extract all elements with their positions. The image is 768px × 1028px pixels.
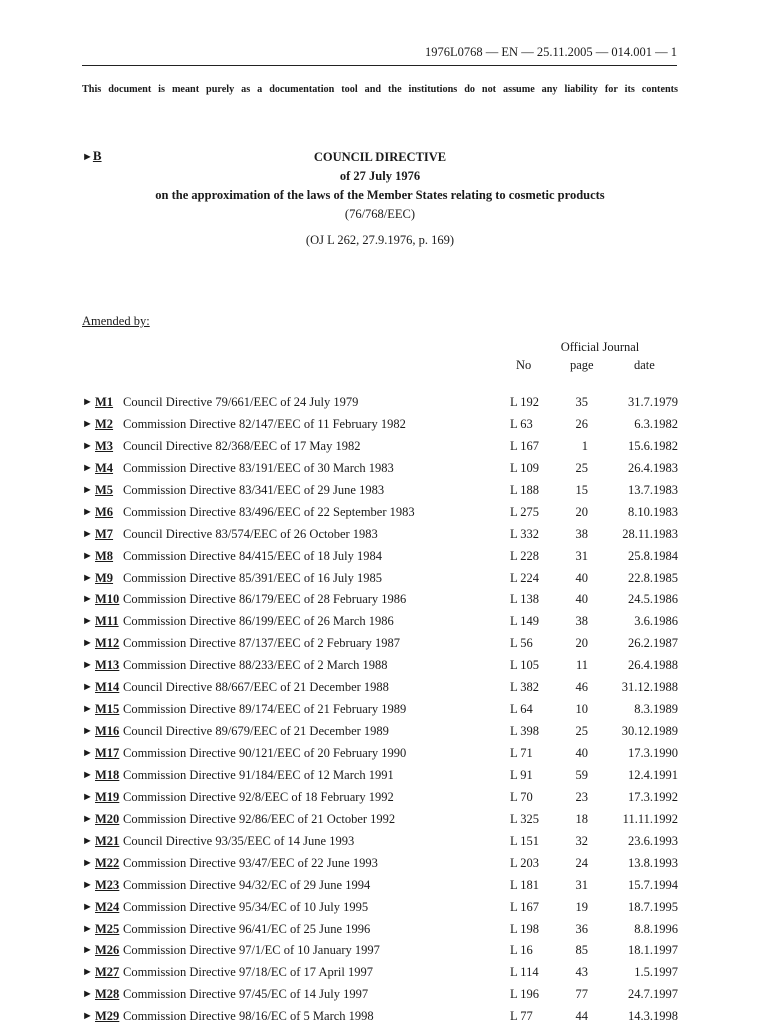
oj-number: L 151 xyxy=(510,833,540,848)
amendment-title: Commission Directive 87/137/EEC of 2 February 1987 xyxy=(123,636,401,651)
oj-page: 10 xyxy=(575,702,588,717)
table-row xyxy=(82,677,678,699)
arrow-right-icon: ► xyxy=(82,900,93,913)
table-row xyxy=(82,743,678,765)
oj-number: L 77 xyxy=(510,1009,533,1024)
oj-date: 12.4.1991 xyxy=(628,767,678,782)
arrow-right-icon: ► xyxy=(82,768,93,781)
document-subject: on the approximation of the laws of the Member States relating to cosmetic products xyxy=(155,188,605,202)
oj-page: 35 xyxy=(575,395,588,409)
arrow-right-icon: ► xyxy=(82,856,93,869)
oj-date: 18.7.1995 xyxy=(628,899,678,914)
oj-page: 77 xyxy=(575,987,588,1002)
oj-number: L 63 xyxy=(510,416,533,431)
amendment-marker-link[interactable]: M17 xyxy=(95,746,120,760)
amendment-marker-link[interactable]: M10 xyxy=(95,592,120,607)
oj-date: 17.3.1992 xyxy=(628,789,678,804)
arrow-right-icon: ► xyxy=(82,483,93,496)
table-row xyxy=(82,962,678,984)
oj-number: L 114 xyxy=(510,965,539,980)
oj-date: 13.8.1993 xyxy=(628,855,678,870)
arrow-right-icon: ► xyxy=(82,527,93,540)
oj-page: 59 xyxy=(575,767,588,782)
amendment-title: Commission Directive 97/18/EC of 17 April 1997 xyxy=(123,965,373,980)
oj-page: 18 xyxy=(575,811,588,826)
amendment-marker-link[interactable]: M7 xyxy=(95,526,114,541)
oj-page: 40 xyxy=(575,570,588,585)
oj-page: 38 xyxy=(575,614,588,629)
table-row xyxy=(82,897,678,919)
oj-page: 31 xyxy=(575,877,588,892)
arrow-right-icon: ► xyxy=(82,681,93,694)
amendment-title: Council Directive 83/574/EEC of 26 October 1983 xyxy=(123,526,378,541)
oj-date: 8.3.1989 xyxy=(634,702,678,717)
amendment-title: Commission Directive 91/184/EEC of 12 March 1991 xyxy=(123,767,394,782)
oj-date: 25.8.1984 xyxy=(628,548,678,563)
oj-page: 11 xyxy=(575,658,588,673)
oj-number: L 228 xyxy=(510,548,540,563)
oj-number: L 224 xyxy=(510,570,540,585)
oj-page: 36 xyxy=(575,921,588,936)
table-row xyxy=(82,633,678,655)
amendment-title: Commission Directive 84/415/EEC of 18 July 1984 xyxy=(123,548,383,563)
oj-number: L 70 xyxy=(510,789,533,804)
oj-date: 31.12.1988 xyxy=(621,680,678,695)
oj-date: 8.10.1983 xyxy=(628,504,678,519)
oj-date: 24.5.1986 xyxy=(628,592,678,607)
amendment-marker-link[interactable]: M5 xyxy=(95,482,114,497)
oj-date: 17.3.1990 xyxy=(628,746,678,760)
amendment-title: Commission Directive 98/16/EC of 5 March 1998 xyxy=(123,1009,374,1024)
oj-date: 14.3.1998 xyxy=(628,1009,678,1024)
official-journal-title: Official Journal xyxy=(560,340,640,354)
arrow-right-icon: ► xyxy=(82,966,93,979)
oj-page: 32 xyxy=(575,833,588,848)
column-header-date: date xyxy=(634,358,655,372)
oj-number: L 167 xyxy=(510,438,540,453)
arrow-right-icon: ► xyxy=(82,944,93,957)
oj-number: L 325 xyxy=(510,811,540,826)
oj-page: 26 xyxy=(575,416,588,431)
arrow-right-icon: ► xyxy=(82,725,93,738)
oj-page: 43 xyxy=(575,965,588,980)
amendment-marker-link[interactable]: M9 xyxy=(95,570,114,585)
table-row xyxy=(82,699,678,721)
table-row xyxy=(82,655,678,677)
oj-number: L 138 xyxy=(510,592,540,607)
amendment-marker-link[interactable]: M4 xyxy=(95,460,114,475)
oj-number: L 398 xyxy=(510,724,540,739)
amendment-title: Council Directive 79/661/EEC of 24 July 1979 xyxy=(123,395,359,409)
oj-date: 15.6.1982 xyxy=(628,438,678,453)
amendment-title: Commission Directive 92/8/EEC of 18 February 1992 xyxy=(123,789,394,804)
oj-date: 13.7.1983 xyxy=(628,482,678,497)
table-row xyxy=(82,853,678,875)
table-row xyxy=(82,1006,678,1028)
arrow-right-icon: ► xyxy=(82,461,93,474)
oj-number: L 188 xyxy=(510,482,540,497)
arrow-right-icon: ► xyxy=(82,922,93,935)
oj-date: 26.2.1987 xyxy=(628,636,678,651)
amendment-title: Commission Directive 90/121/EEC of 20 February 1990 xyxy=(123,746,407,760)
table-row xyxy=(82,480,678,502)
oj-number: L 275 xyxy=(510,504,540,519)
amendment-title: Commission Directive 83/341/EEC of 29 June 1983 xyxy=(123,482,385,497)
oj-date: 6.3.1982 xyxy=(634,416,678,431)
arrow-right-icon: ► xyxy=(82,659,93,672)
oj-page: 46 xyxy=(575,680,588,695)
table-row xyxy=(82,940,678,962)
oj-number: L 167 xyxy=(510,899,540,914)
amendment-title: Council Directive 89/679/EEC of 21 December 1989 xyxy=(123,724,389,739)
table-row xyxy=(82,984,678,1006)
table-row xyxy=(82,809,678,831)
table-row xyxy=(82,414,678,436)
disclaimer: This document is meant purely as a documentation tool and the institutions do not assume any liability for its contents xyxy=(82,84,678,95)
column-header-page: page xyxy=(570,358,594,372)
oj-number: L 149 xyxy=(510,614,540,629)
amendment-marker-link[interactable]: M23 xyxy=(95,877,120,892)
oj-number: L 181 xyxy=(510,877,540,892)
table-row xyxy=(82,875,678,897)
amendment-title: Commission Directive 88/233/EEC of 2 March 1988 xyxy=(123,658,388,673)
table-row xyxy=(82,589,678,611)
arrow-right-icon: ► xyxy=(82,151,93,163)
oj-number: L 16 xyxy=(510,943,533,958)
amendment-marker-link[interactable]: M26 xyxy=(95,943,120,958)
amendment-title: Commission Directive 93/47/EEC of 22 June 1993 xyxy=(123,855,378,870)
table-row xyxy=(82,436,678,458)
amendment-marker-link[interactable]: M13 xyxy=(95,658,120,673)
oj-page: 24 xyxy=(575,855,588,870)
table-row xyxy=(82,392,678,414)
arrow-right-icon: ► xyxy=(82,878,93,891)
amendment-title: Commission Directive 92/86/EEC of 21 October 1992 xyxy=(123,811,396,826)
oj-page: 44 xyxy=(575,1009,588,1024)
arrow-right-icon: ► xyxy=(82,615,93,628)
amendment-marker-link[interactable]: M24 xyxy=(95,899,120,914)
amendment-title: Commission Directive 86/179/EEC of 28 February 1986 xyxy=(123,592,407,607)
amendment-title: Commission Directive 86/199/EEC of 26 March 1986 xyxy=(123,614,394,629)
table-row xyxy=(82,546,678,568)
amendment-marker-link[interactable]: M22 xyxy=(95,855,120,870)
oj-number: L 105 xyxy=(510,658,540,673)
arrow-right-icon: ► xyxy=(82,790,93,803)
oj-date: 24.7.1997 xyxy=(628,987,678,1002)
table-row xyxy=(82,721,678,743)
arrow-right-icon: ► xyxy=(82,505,93,518)
amendment-title: Commission Directive 85/391/EEC of 16 July 1985 xyxy=(123,570,383,585)
oj-date: 11.11.1992 xyxy=(622,811,678,826)
oj-number: L 382 xyxy=(510,680,540,695)
document-date: of 27 July 1976 xyxy=(339,169,421,183)
oj-page: 23 xyxy=(575,789,588,804)
amendment-title: Commission Directive 97/45/EC of 14 July 1997 xyxy=(123,987,369,1002)
oj-date: 28.11.1983 xyxy=(622,526,678,541)
amendment-title: Commission Directive 89/174/EEC of 21 February 1989 xyxy=(123,702,407,717)
table-row xyxy=(82,765,678,787)
amendment-marker-link[interactable]: M27 xyxy=(95,965,120,980)
amendments-table xyxy=(82,392,678,1028)
document-reference: 1976L0768 — EN — 25.11.2005 — 014.001 — 1 xyxy=(82,45,677,66)
arrow-right-icon: ► xyxy=(82,812,93,825)
oj-number: L 91 xyxy=(510,767,533,782)
amendment-marker-link[interactable]: M12 xyxy=(95,636,120,651)
amendment-marker-link[interactable]: M3 xyxy=(95,438,114,453)
amendment-title: Commission Directive 94/32/EC of 29 June 1994 xyxy=(123,877,371,892)
amendment-marker-link[interactable]: M16 xyxy=(95,724,120,739)
table-row xyxy=(82,611,678,633)
oj-reference: (OJ L 262, 27.9.1976, p. 169) xyxy=(305,233,455,247)
oj-page: 19 xyxy=(575,899,588,914)
oj-date: 22.8.1985 xyxy=(628,570,678,585)
oj-date: 30.12.1989 xyxy=(621,724,678,739)
amendment-marker-link[interactable]: M21 xyxy=(95,833,120,848)
amendment-marker-link[interactable]: M18 xyxy=(95,767,120,782)
oj-page: 20 xyxy=(575,636,588,651)
amendment-title: Council Directive 82/368/EEC of 17 May 1982 xyxy=(123,438,361,453)
table-row xyxy=(82,458,678,480)
oj-date: 23.6.1993 xyxy=(628,833,678,848)
oj-number: L 203 xyxy=(510,855,540,870)
amendment-title: Commission Directive 83/496/EEC of 22 September 1983 xyxy=(123,504,415,519)
arrow-right-icon: ► xyxy=(82,439,93,452)
basic-act-label: B xyxy=(92,148,102,163)
oj-number: L 332 xyxy=(510,526,540,541)
arrow-right-icon: ► xyxy=(82,637,93,650)
amendment-title: Commission Directive 83/191/EEC of 30 March 1983 xyxy=(123,460,394,475)
oj-date: 8.8.1996 xyxy=(634,921,678,936)
arrow-right-icon: ► xyxy=(82,417,93,430)
amendment-title: Council Directive 88/667/EEC of 21 December 1988 xyxy=(123,680,389,695)
table-row xyxy=(82,919,678,941)
amendment-marker-link[interactable]: M28 xyxy=(95,987,120,1002)
arrow-right-icon: ► xyxy=(82,747,93,759)
table-row xyxy=(82,502,678,524)
amendment-title: Commission Directive 95/34/EC of 10 July 1995 xyxy=(123,899,369,914)
oj-page: 40 xyxy=(575,592,588,607)
oj-date: 15.7.1994 xyxy=(628,877,678,892)
oj-date: 3.6.1986 xyxy=(634,614,678,629)
arrow-right-icon: ► xyxy=(82,549,93,562)
amendment-marker-link[interactable]: M2 xyxy=(95,416,114,431)
column-header-no: No xyxy=(516,358,532,372)
amendment-marker-link[interactable]: M6 xyxy=(95,504,114,519)
oj-page: 40 xyxy=(575,746,588,760)
oj-page: 85 xyxy=(575,943,588,958)
table-row xyxy=(82,568,678,590)
amendment-title: Commission Directive 96/41/EC of 25 June 1996 xyxy=(123,921,371,936)
arrow-right-icon: ► xyxy=(82,571,93,584)
table-row xyxy=(82,831,678,853)
amendment-marker-link[interactable]: M11 xyxy=(95,614,119,629)
table-row xyxy=(82,524,678,546)
oj-number: L 64 xyxy=(510,702,533,717)
amended-by-heading: Amended by: xyxy=(82,314,150,328)
oj-page: 25 xyxy=(575,460,588,475)
amendment-title: Council Directive 93/35/EEC of 14 June 1993 xyxy=(123,833,355,848)
document-title: COUNCIL DIRECTIVE xyxy=(313,150,447,164)
oj-number: L 71 xyxy=(510,746,533,760)
oj-number: L 56 xyxy=(510,636,533,651)
oj-date: 26.4.1983 xyxy=(628,460,678,475)
amendment-marker-link[interactable]: M20 xyxy=(95,811,120,826)
amendment-marker-link[interactable]: M29 xyxy=(95,1009,120,1024)
oj-number: L 192 xyxy=(510,395,540,409)
arrow-right-icon: ► xyxy=(82,1010,93,1023)
amendment-marker-link[interactable]: M14 xyxy=(95,680,120,695)
oj-number: L 196 xyxy=(510,987,540,1002)
oj-page: 20 xyxy=(575,504,588,519)
oj-page: 15 xyxy=(575,482,588,497)
amendment-marker-link[interactable]: M1 xyxy=(95,395,114,409)
amendment-title: Commission Directive 97/1/EC of 10 January 1997 xyxy=(123,943,380,958)
amendment-marker-link[interactable]: M15 xyxy=(95,702,120,717)
oj-date: 26.4.1988 xyxy=(628,658,678,673)
amendment-marker-link[interactable]: M19 xyxy=(95,789,120,804)
oj-date: 1.5.1997 xyxy=(634,965,678,980)
document-number: (76/768/EEC) xyxy=(344,207,416,221)
arrow-right-icon: ► xyxy=(82,834,93,847)
document-title-block xyxy=(82,148,678,248)
table-row xyxy=(82,787,678,809)
oj-page: 31 xyxy=(575,548,588,563)
oj-page: 38 xyxy=(575,526,588,541)
oj-number: L 109 xyxy=(510,460,540,475)
arrow-right-icon: ► xyxy=(82,396,93,408)
oj-date: 18.1.1997 xyxy=(628,943,678,958)
amendment-marker-link[interactable]: M8 xyxy=(95,548,114,563)
amendment-marker-link[interactable]: M25 xyxy=(95,921,120,936)
oj-page: 25 xyxy=(575,724,588,739)
arrow-right-icon: ► xyxy=(82,988,93,1001)
oj-number: L 198 xyxy=(510,921,540,936)
oj-date: 31.7.1979 xyxy=(628,395,678,409)
arrow-right-icon: ► xyxy=(82,593,93,606)
amendment-title: Commission Directive 82/147/EEC of 11 February 1982 xyxy=(123,416,406,431)
oj-page: 1 xyxy=(581,438,588,453)
arrow-right-icon: ► xyxy=(82,703,93,716)
